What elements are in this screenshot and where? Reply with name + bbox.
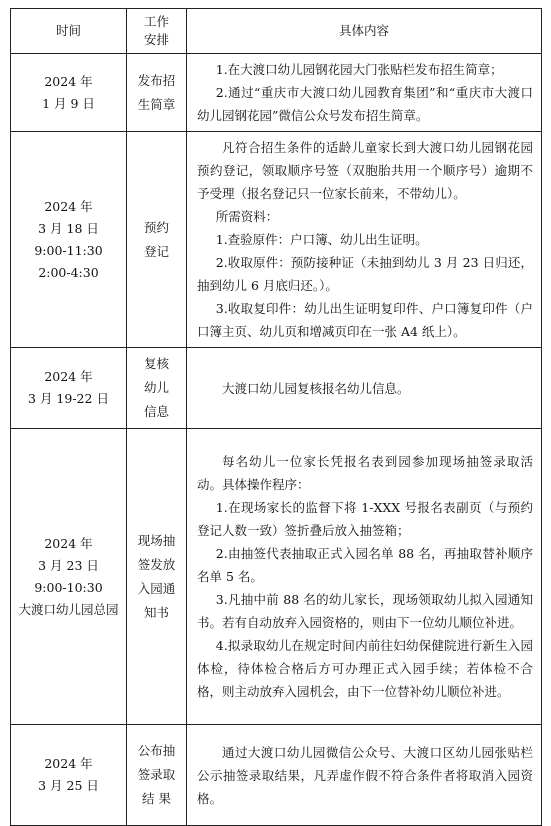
time-cell: 2024 年 3 月 23 日 9:00-10:30 大渡口幼儿园总园 bbox=[11, 429, 127, 725]
content-cell: 每名幼儿一位家长凭报名表到园参加现场抽签录取活动。具体操作程序： 1.在现场家长的监督下将 1-XXX 号报名表副页（与预约登记人数一致）签折叠后放入抽签箱； 2.由抽签代表抽取正式入园名单 88 名，再抽取替补顺序名单 5 名。 3.凡抽中前 88 名的幼儿家长，现场领取幼儿拟入园通知书。若有自动放弃入园资格的，则由下一位幼儿顺位补进。 4.拟录取幼儿在规定时间内前往妇幼保健院进行新生入园体检，待体检合格后方可办理正式入园手续；若体检不合格，则主动放弃入园机会，由下一位替补幼儿顺位补进。 bbox=[187, 429, 542, 725]
arrangement-cell: 公布抽 签录取 结 果 bbox=[127, 725, 187, 826]
time-cell: 2024 年 3 月 19-22 日 bbox=[11, 348, 127, 429]
table-row bbox=[11, 429, 542, 725]
time-cell: 2024 年 3 月 18 日 9:00-11:30 2:00-4:30 bbox=[11, 132, 127, 348]
content-cell: 大渡口幼儿园复核报名幼儿信息。 bbox=[187, 348, 542, 429]
header-arrangement: 工作 安排 bbox=[127, 9, 187, 54]
admission-schedule-table bbox=[10, 8, 542, 826]
table-header-row bbox=[11, 9, 542, 54]
content-cell: 1.在大渡口幼儿园钢花园大门张贴栏发布招生简章； 2.通过“重庆市大渡口幼儿园教育集团”和“重庆市大渡口幼儿园钢花园”微信公众号发布招生简章。 bbox=[187, 54, 542, 132]
table-row bbox=[11, 348, 542, 429]
content-cell: 凡符合招生条件的适龄儿童家长到大渡口幼儿园钢花园预约登记，领取顺序号签（双胞胎共用一个顺序号）逾期不予受理（报名登记只一位家长前来，不带幼儿）。 所需资料： 1.查验原件：户口簿、幼儿出生证明。 2.收取原件：预防接种证（未抽到幼儿 3 月 23 日归还，抽到幼儿 6 月底归还。）。 3.收取复印件：幼儿出生证明复印件、户口簿复印件（户口簿主页、幼儿页和增减页印在一张 A4 纸上）。 bbox=[187, 132, 542, 348]
header-time: 时间 bbox=[11, 9, 127, 54]
arrangement-cell: 现场抽 签发放 入园通 知书 bbox=[127, 429, 187, 725]
table-row bbox=[11, 54, 542, 132]
table-row bbox=[11, 725, 542, 826]
arrangement-cell: 预约 登记 bbox=[127, 132, 187, 348]
header-content: 具体内容 bbox=[187, 9, 542, 54]
table-row bbox=[11, 132, 542, 348]
time-cell: 2024 年 1 月 9 日 bbox=[11, 54, 127, 132]
time-cell: 2024 年 3 月 25 日 bbox=[11, 725, 127, 826]
arrangement-cell: 发布招 生简章 bbox=[127, 54, 187, 132]
content-cell: 通过大渡口幼儿园微信公众号、大渡口区幼儿园张贴栏公示抽签录取结果，凡弄虚作假不符合条件者将取消入园资格。 bbox=[187, 725, 542, 826]
arrangement-cell: 复核 幼儿 信息 bbox=[127, 348, 187, 429]
